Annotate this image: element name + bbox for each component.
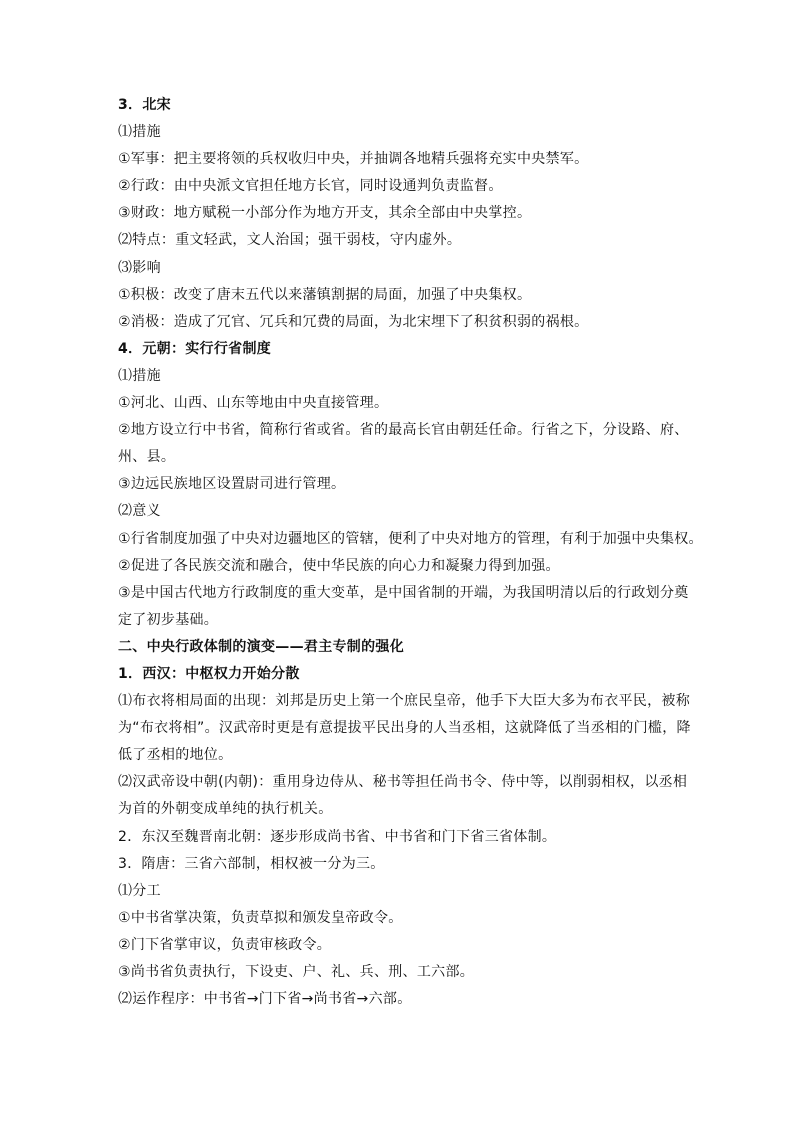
chapter-heading: 二、中央行政体制的演变——君主专制的强化 [118,638,404,655]
paragraph-line: 州、县。 [118,449,176,466]
paragraph-line: ①军事：把主要将领的兵权收归中央，并抽调各地精兵强将充实中央禁军。 [118,151,589,168]
subheading: ⑶影响 [118,259,161,276]
paragraph-line: ①中书省掌决策，负责草拟和颁发皇帝政令。 [118,909,403,926]
section-heading: 4．元朝：实行行省制度 [118,340,272,357]
paragraph-line: ⑵汉武帝设中朝(内朝)：重用身边侍从、秘书等担任尚书令、侍中等，以削弱相权，以丞相 [118,774,688,791]
subheading: ⑵意义 [118,503,161,520]
paragraph-line: 低了丞相的地位。 [118,747,233,764]
paragraph-line: ⑵运作程序：中书省→门下省→尚书省→六部。 [118,991,412,1008]
subheading: ⑴措施 [118,367,161,384]
section-heading: 1．西汉：中枢权力开始分散 [118,665,300,682]
document-page [118,92,703,1013]
paragraph-line: ③是中国古代地方行政制度的重大变革，是中国省制的开端，为我国明清以后的行政划分奠 [118,584,689,601]
paragraph-line: ③尚书省负责执行，下设吏、户、礼、兵、刑、工六部。 [118,964,475,980]
paragraph-line: ③边远民族地区设置尉司进行管理。 [118,476,346,493]
subheading: ⑴措施 [118,124,161,141]
paragraph-line: ②消极：造成了冗官、冗兵和冗费的局面，为北宋埋下了积贫积弱的祸根。 [118,313,589,330]
subheading: ⑴分工 [118,882,161,899]
paragraph-line: ③财政：地方赋税一小部分作为地方开支，其余全部由中央掌控。 [118,205,532,222]
paragraph-line: ⑵特点：重文轻武，文人治国；强干弱枝，守内虚外。 [118,232,462,249]
paragraph-line: ①行省制度加强了中央对边疆地区的管辖，便利了中央对地方的管理，有利于加强中央集权。 [118,530,703,547]
paragraph-line: ②地方设立行中书省，简称行省或省。省的最高长官由朝廷任命。行省之下，分设路、府、 [118,422,689,439]
paragraph-line: ⑴布衣将相局面的出现：刘邦是历史上第一个庶民皇帝，他手下大臣大多为布衣平民，被称 [118,693,690,710]
paragraph-line: 为“布衣将相”。汉武帝时更是有意提拔平民出身的人当丞相，这就降低了当丞相的门槛，降 [118,720,691,737]
paragraph-line: ②门下省掌审议，负责审核政令。 [118,936,332,953]
paragraph-line: ②促进了各民族交流和融合，使中华民族的向心力和凝聚力得到加强。 [118,557,560,574]
paragraph-line: ①积极：改变了唐末五代以来藩镇割据的局面，加强了中央集权。 [118,286,532,303]
paragraph-line: 2．东汉至魏晋南北朝：逐步形成尚书省、中书省和门下省三省体制。 [118,828,557,845]
paragraph-line: 定了初步基础。 [118,611,219,628]
paragraph-line: 为首的外朝变成单纯的执行机关。 [118,801,333,818]
section-heading: 3．北宋 [118,97,171,113]
paragraph-line: ①河北、山西、山东等地由中央直接管理。 [118,395,389,412]
paragraph-line: 3．隋唐：三省六部制，相权被一分为三。 [118,855,385,872]
paragraph-line: ②行政：由中央派文官担任地方长官，同时设通判负责监督。 [118,178,503,195]
